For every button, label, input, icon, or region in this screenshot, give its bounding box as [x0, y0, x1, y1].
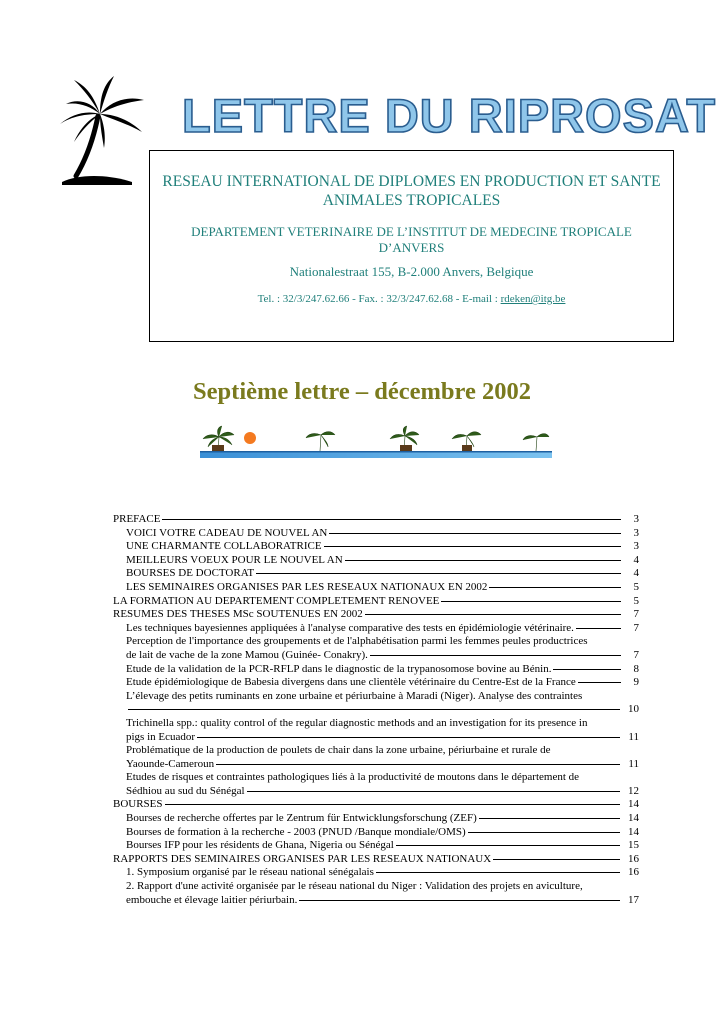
contact-line — [150, 292, 673, 306]
toc-leader-line — [128, 709, 620, 710]
toc-leader-line — [165, 804, 620, 805]
toc-entry-title: RAPPORTS DES SEMINAIRES ORGANISES PAR LES RESEAUX NATIONAUX — [113, 852, 492, 865]
toc-page-number: 7 — [633, 621, 639, 634]
toc-entry-title-line1: Trichinella spp.: quality control of the regular diagnostic methods and an investigation for its presence in — [126, 716, 588, 729]
toc-leader-line — [576, 628, 621, 629]
toc-entry-title: 1. Symposium organisé par le réseau national sénégalais — [126, 866, 374, 879]
toc-entry[interactable] — [126, 758, 639, 772]
toc-entry-title: Bourses de formation à la recherche - 2003 (PNUD /Banque mondiale/OMS) — [126, 825, 466, 838]
toc-leader-line — [216, 764, 620, 765]
toc-leader-line — [247, 791, 620, 792]
edition-title: Septième lettre – décembre 2002 — [193, 378, 531, 405]
toc-entry-title-line1: Etudes de risques et contraintes pathologiques liés à la productivité de moutons dans le département de — [126, 771, 580, 784]
toc-page-number: 11 — [628, 730, 639, 743]
toc-page-number: 7 — [633, 608, 639, 621]
toc-page-number: 14 — [628, 798, 639, 811]
toc-leader-line — [468, 832, 620, 833]
toc-entry-title: Etude épidémiologique de Babesia divergens dans une clientèle vétérinaire du Centre-Est de la France — [126, 676, 576, 689]
toc-leader-line — [489, 587, 621, 588]
toc-entry-title: LES SEMINAIRES ORGANISES PAR LES RESEAUX NATIONAUX EN 2002 — [126, 580, 488, 593]
toc-entry-title: de lait de vache de la zone Mamou (Guinée- Conakry). — [126, 648, 368, 661]
toc-leader-line — [329, 533, 621, 534]
toc-page-number: 4 — [633, 553, 639, 566]
toc-page-number: 5 — [633, 580, 639, 593]
toc-leader-line — [370, 655, 621, 656]
contact-numbers: Tel. : 32/3/247.62.66 - Fax. : 32/3/247.62.68 - E-mail : — [257, 293, 501, 305]
toc-page-number: 17 — [628, 893, 639, 906]
toc-entry[interactable] — [113, 798, 639, 812]
toc-entry[interactable] — [113, 608, 639, 622]
toc-leader-line — [365, 614, 621, 615]
toc-entry-title: BOURSES — [113, 798, 163, 811]
toc-entry[interactable] — [113, 812, 639, 826]
toc-entry-title-line1: Problématique de la production de poulets de chair dans la zone urbaine, périurbaine et rurale de — [126, 744, 551, 757]
toc-page-number: 5 — [633, 594, 639, 607]
toc-entry-title: embouche et élevage laitier périurbain. — [126, 893, 298, 906]
toc-entry[interactable] — [113, 853, 639, 867]
toc-entry[interactable] — [126, 703, 639, 717]
toc-entry-title: VOICI VOTRE CADEAU DE NOUVEL AN — [126, 526, 328, 539]
toc-entry-title: pigs in Ecuador — [126, 730, 196, 743]
toc-leader-line — [324, 546, 621, 547]
toc-entry[interactable] — [113, 554, 639, 568]
organization-box — [149, 150, 674, 342]
toc-page-number: 14 — [628, 825, 639, 838]
toc-page-number: 16 — [628, 866, 639, 879]
toc-entry[interactable] — [113, 622, 639, 636]
toc-entry-multiline — [113, 690, 639, 717]
toc-leader-line — [345, 560, 621, 561]
toc-entry-title: LA FORMATION AU DEPARTEMENT COMPLETEMENT RENOVEE — [113, 594, 440, 607]
toc-page-number: 11 — [628, 757, 639, 770]
toc-page-number: 12 — [628, 784, 639, 797]
toc-entry-title: UNE CHARMANTE COLLABORATRICE — [126, 540, 322, 553]
toc-page-number: 14 — [628, 812, 639, 825]
email-link[interactable]: rdeken@itg.be — [500, 293, 566, 305]
toc-entry-title: MEILLEURS VOEUX POUR LE NOUVEL AN — [126, 553, 343, 566]
network-name: RESEAU INTERNATIONAL DE DIPLOMES EN PRODUCTION ET SANTE ANIMALES TROPICALES — [162, 173, 661, 209]
toc-leader-line — [162, 519, 621, 520]
toc-entry-title: Yaounde-Cameroun — [126, 757, 215, 770]
toc-leader-line — [578, 682, 621, 683]
toc-entry[interactable] — [113, 581, 639, 595]
banner-title-text: LETTRE DU RIPROSAT — [182, 89, 717, 142]
toc-entry-title: Etude de la validation de la PCR-RFLP dans le diagnostic de la trypanosomose bovine au Bénin. — [126, 662, 552, 675]
toc-page-number: 10 — [628, 703, 639, 716]
toc-entry-title: Les techniques bayesiennes appliquées à l'analyse comparative des tests en épidémiologie vétérinaire. — [126, 621, 574, 634]
palm-beach-scene-icon — [200, 425, 552, 461]
toc-entry[interactable] — [126, 649, 639, 663]
toc-leader-line — [479, 818, 620, 819]
toc-page-number: 3 — [633, 513, 639, 525]
toc-leader-line — [493, 859, 620, 860]
toc-page-number: 8 — [633, 662, 639, 675]
toc-entry[interactable] — [113, 866, 639, 880]
toc-entry[interactable] — [113, 826, 639, 840]
toc-entry[interactable] — [113, 513, 639, 527]
toc-page-number: 15 — [628, 839, 639, 852]
toc-entry[interactable] — [113, 663, 639, 677]
toc-entry[interactable] — [113, 567, 639, 581]
toc-entry-title-line1: Perception de l'importance des groupements et de l'alphabétisation parmi les femmes peules productrices — [126, 635, 588, 648]
toc-entry-multiline — [113, 880, 639, 907]
toc-page-number: 16 — [628, 852, 639, 865]
toc-entry-title-line1: 2. Rapport d'une activité organisée par le réseau national du Niger : Validation des projets en aviculture, — [126, 880, 583, 893]
toc-entry[interactable] — [126, 894, 639, 908]
toc-entry-multiline — [113, 717, 639, 744]
toc-leader-line — [197, 737, 620, 738]
toc-entry[interactable] — [126, 731, 639, 745]
toc-page-number: 4 — [633, 567, 639, 580]
toc-entry-title: BOURSES DE DOCTORAT — [126, 567, 255, 580]
toc-entry-title: PREFACE — [113, 513, 161, 525]
toc-entry[interactable] — [113, 527, 639, 541]
toc-entry-title: RESUMES DES THESES MSc SOUTENUES EN 2002 — [113, 608, 363, 621]
toc-entry[interactable] — [113, 540, 639, 554]
toc-page-number: 3 — [633, 526, 639, 539]
table-of-contents — [113, 513, 639, 907]
toc-page-number: 7 — [633, 648, 639, 661]
toc-leader-line — [299, 900, 620, 901]
palm-tree-icon — [58, 74, 150, 186]
toc-leader-line — [441, 601, 621, 602]
toc-entry-title: Sédhiou au sud du Sénégal — [126, 784, 245, 797]
toc-leader-line — [553, 669, 621, 670]
toc-leader-line — [396, 845, 620, 846]
toc-page-number: 3 — [633, 540, 639, 553]
toc-entry[interactable] — [113, 595, 639, 609]
toc-entry-multiline — [113, 744, 639, 771]
toc-leader-line — [256, 573, 621, 574]
toc-entry[interactable] — [113, 676, 639, 690]
toc-entry-title: Bourses IFP pour les résidents de Ghana, Nigeria ou Sénégal — [126, 839, 394, 852]
toc-entry-title-line1: L’élevage des petits ruminants en zone urbaine et périurbaine à Maradi (Niger). Analyse des contraintes — [126, 689, 583, 702]
toc-entry[interactable] — [126, 785, 639, 799]
toc-page-number: 9 — [633, 676, 639, 689]
toc-leader-line — [376, 872, 620, 873]
address: Nationalestraat 155, B-2.000 Anvers, Belgique — [289, 264, 534, 279]
department-name: DEPARTEMENT VETERINAIRE DE L’INSTITUT DE MEDECINE TROPICALE D’ANVERS — [191, 224, 632, 255]
toc-entry-multiline — [113, 635, 639, 662]
banner-title — [178, 80, 717, 150]
toc-entry[interactable] — [113, 839, 639, 853]
toc-entry-title: Bourses de recherche offertes par le Zentrum für Entwicklungsforschung (ZEF) — [126, 812, 477, 825]
toc-entry-multiline — [113, 771, 639, 798]
